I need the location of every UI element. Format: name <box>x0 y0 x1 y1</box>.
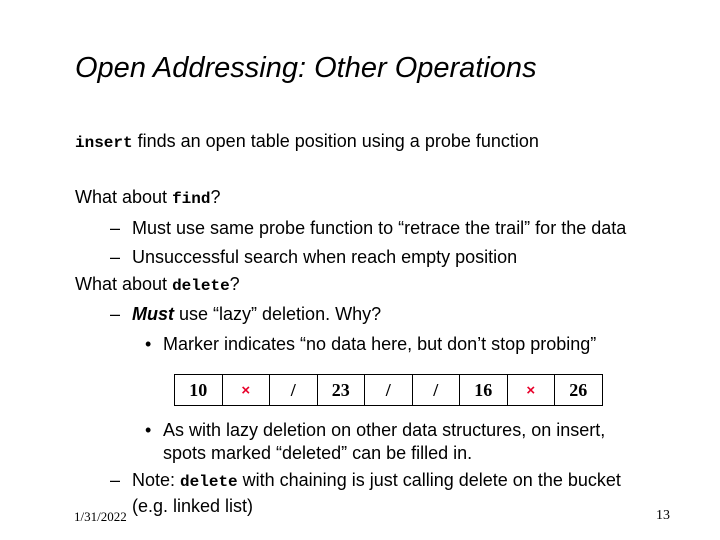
insert-text: finds an open table position using a probe function <box>132 131 539 151</box>
insert-code: insert <box>75 134 133 152</box>
bullet-marker: • <box>145 420 152 440</box>
delete-code: delete <box>172 277 230 295</box>
table-cell: 26 <box>555 375 603 406</box>
table-cell: / <box>412 375 460 406</box>
find-item-2 <box>110 247 517 268</box>
delete-item-emphasis: Must <box>132 304 174 324</box>
find-question <box>75 187 220 208</box>
dash-marker: – <box>110 218 121 238</box>
bullet-marker: • <box>145 334 152 354</box>
dash-marker: – <box>110 247 121 267</box>
footer-date: 1/31/2022 <box>74 509 127 524</box>
find-item-2-text: Unsuccessful search when reach empty position <box>132 247 518 267</box>
table-cell-deleted: × <box>507 375 555 406</box>
dash-marker: – <box>110 470 121 490</box>
find-item-1 <box>110 218 626 239</box>
bullet-lazy-deletion <box>145 420 605 441</box>
table-cell: 16 <box>460 375 508 406</box>
find-question-pre: What about <box>75 187 173 207</box>
delete-question-pre: What about <box>75 274 173 294</box>
note-post: with chaining is just calling delete on the bucket <box>237 470 621 490</box>
table-cell: / <box>270 375 318 406</box>
note-line-2: (e.g. linked list) <box>132 496 254 516</box>
delete-item-text: use “lazy” deletion. Why? <box>174 304 382 324</box>
find-question-post: ? <box>210 187 221 207</box>
note-delete-code: delete <box>180 473 238 491</box>
note-item <box>110 470 621 491</box>
hash-table <box>174 374 603 406</box>
table-cell: 23 <box>317 375 365 406</box>
bullet-2-line-1: As with lazy deletion on other data structures, on insert, <box>163 420 606 440</box>
find-code: find <box>172 190 211 208</box>
slide-title: Open Addressing: Other Operations <box>75 52 537 84</box>
bullet-1-text: Marker indicates “no data here, but don’t stop probing” <box>163 334 597 354</box>
dash-marker: – <box>110 304 121 324</box>
table-cell: 10 <box>175 375 223 406</box>
bullet-2-line-2: spots marked “deleted” can be filled in. <box>163 443 473 463</box>
bullet-marker-indicates <box>145 334 596 355</box>
insert-line <box>75 131 539 152</box>
delete-item <box>110 304 381 325</box>
slide-number: 13 <box>656 508 670 523</box>
table-cell-deleted: × <box>222 375 270 406</box>
note-pre: Note: <box>132 470 181 490</box>
delete-question <box>75 274 240 295</box>
delete-question-post: ? <box>229 274 240 294</box>
find-item-1-text: Must use same probe function to “retrace the trail” for the data <box>132 218 627 238</box>
table-cell: / <box>365 375 413 406</box>
